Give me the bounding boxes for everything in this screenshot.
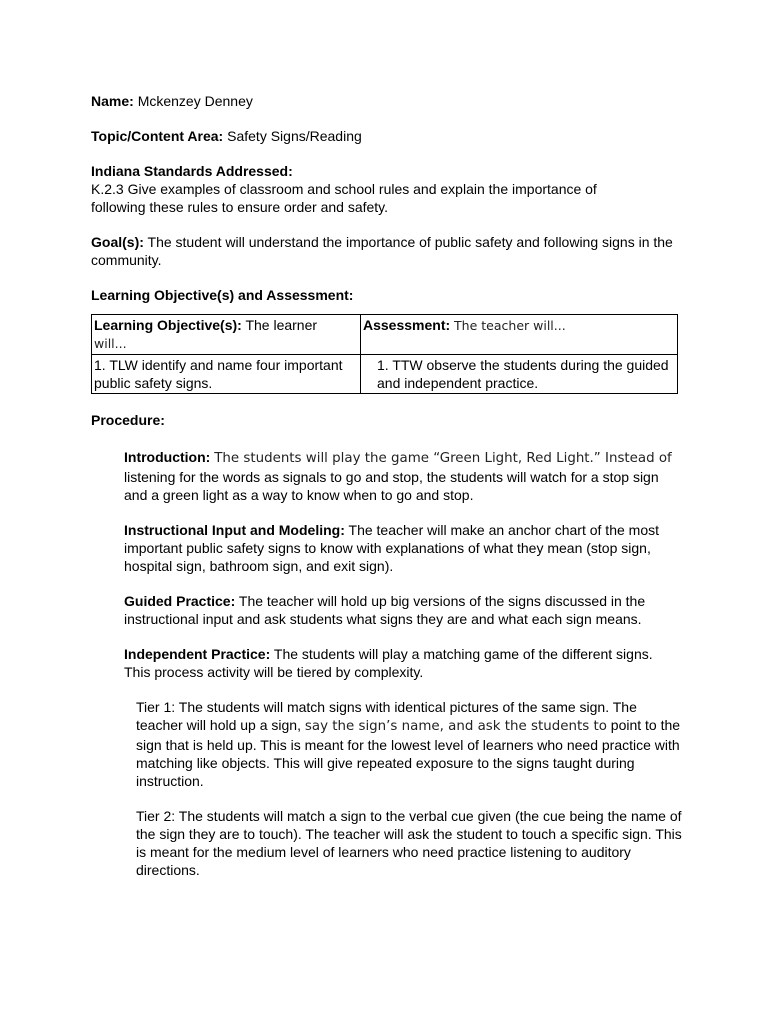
objective-cell: 1. TLW identify and name four important public safety signs. (92, 355, 361, 394)
tier-2-paragraph: Tier 2: The students will match a sign to the verbal cue given (the cue being the name of the sign they are to touch). The teacher will ask the student to touch a specific sign. This is meant for the medium level of learners who need practice listening to auditory directions. (136, 808, 682, 878)
objective-header-cell (92, 315, 361, 355)
goals-line (91, 233, 681, 269)
objective-header-text: The learner (245, 317, 318, 333)
independent-practice-text: The students will play a matching game of the different signs. This process activity will be tiered by complexity. (124, 646, 653, 680)
name-value: Mckenzey Denney (137, 93, 253, 109)
lesson-plan-page (91, 92, 691, 879)
modeling-paragraph (124, 521, 680, 575)
introduction-text-b: listening for the words as signals to go and stop, the students will watch for a stop sign and a green light as a way to know when to go and stop. (124, 469, 659, 503)
standards-heading: Indiana Standards Addressed: (91, 163, 293, 179)
objective-header-label: Learning Objective(s): (94, 317, 242, 333)
guided-practice-text: The teacher will hold up big versions of the signs discussed in the instructional input and ask students what signs they are and what each sign means. (124, 593, 646, 627)
objectives-heading: Learning Objective(s) and Assessment: (91, 287, 354, 303)
procedure-heading: Procedure: (91, 412, 165, 428)
tier-1-text-c: point to the sign that is held up. This is meant for the lowest level of learners who need practice with matching like objects. This will give repeated exposure to the signs taught during instruction. (136, 717, 681, 789)
independent-practice-label: Independent Practice: (124, 646, 271, 662)
tier-1-text-a: Tier 1: The students will match signs with identical pictures of the same sign. The teacher will hold up a sign, (136, 699, 637, 733)
assessment-header-text: The teacher will... (454, 318, 566, 333)
table-row (92, 355, 678, 394)
standards-text: K.2.3 Give examples of classroom and school rules and explain the importance of following these rules to ensure order and safety. (91, 181, 597, 215)
guided-practice-label: Guided Practice: (124, 593, 236, 609)
tier-1-text-b: say the sign’s name, and ask the students to (304, 719, 607, 734)
assessment-header-cell (361, 315, 678, 355)
tier-1-paragraph (136, 698, 684, 790)
assessment-cell: 1. TTW observe the students during the guided and independent practice. (361, 355, 678, 394)
modeling-text: The teacher will make an anchor chart of the most important public safety signs to know with explanations of what they mean (stop sign, hospital sign, bathroom sign, and exit sign). (124, 522, 659, 574)
objective-header-text-2: will... (94, 336, 127, 351)
assessment-header-label: Assessment: (363, 317, 451, 333)
objectives-table (91, 314, 678, 394)
table-header-row (92, 315, 678, 355)
guided-practice-paragraph (124, 592, 680, 628)
topic-value: Safety Signs/Reading (227, 128, 362, 144)
modeling-label: Instructional Input and Modeling: (124, 522, 345, 538)
independent-practice-paragraph (124, 645, 680, 681)
name-line (91, 92, 691, 110)
introduction-label: Introduction: (124, 449, 211, 465)
topic-line (91, 127, 691, 145)
introduction-text-a: The students will play the game “Green Light, Red Light.” Instead of (214, 451, 672, 466)
standards-section (91, 162, 691, 216)
introduction-paragraph (124, 448, 680, 504)
name-label: Name: (91, 93, 134, 109)
goals-text: The student will understand the importance of public safety and following signs in the community. (91, 234, 673, 268)
goals-label: Goal(s): (91, 234, 144, 250)
topic-label: Topic/Content Area: (91, 128, 224, 144)
objectives-section (91, 286, 691, 394)
